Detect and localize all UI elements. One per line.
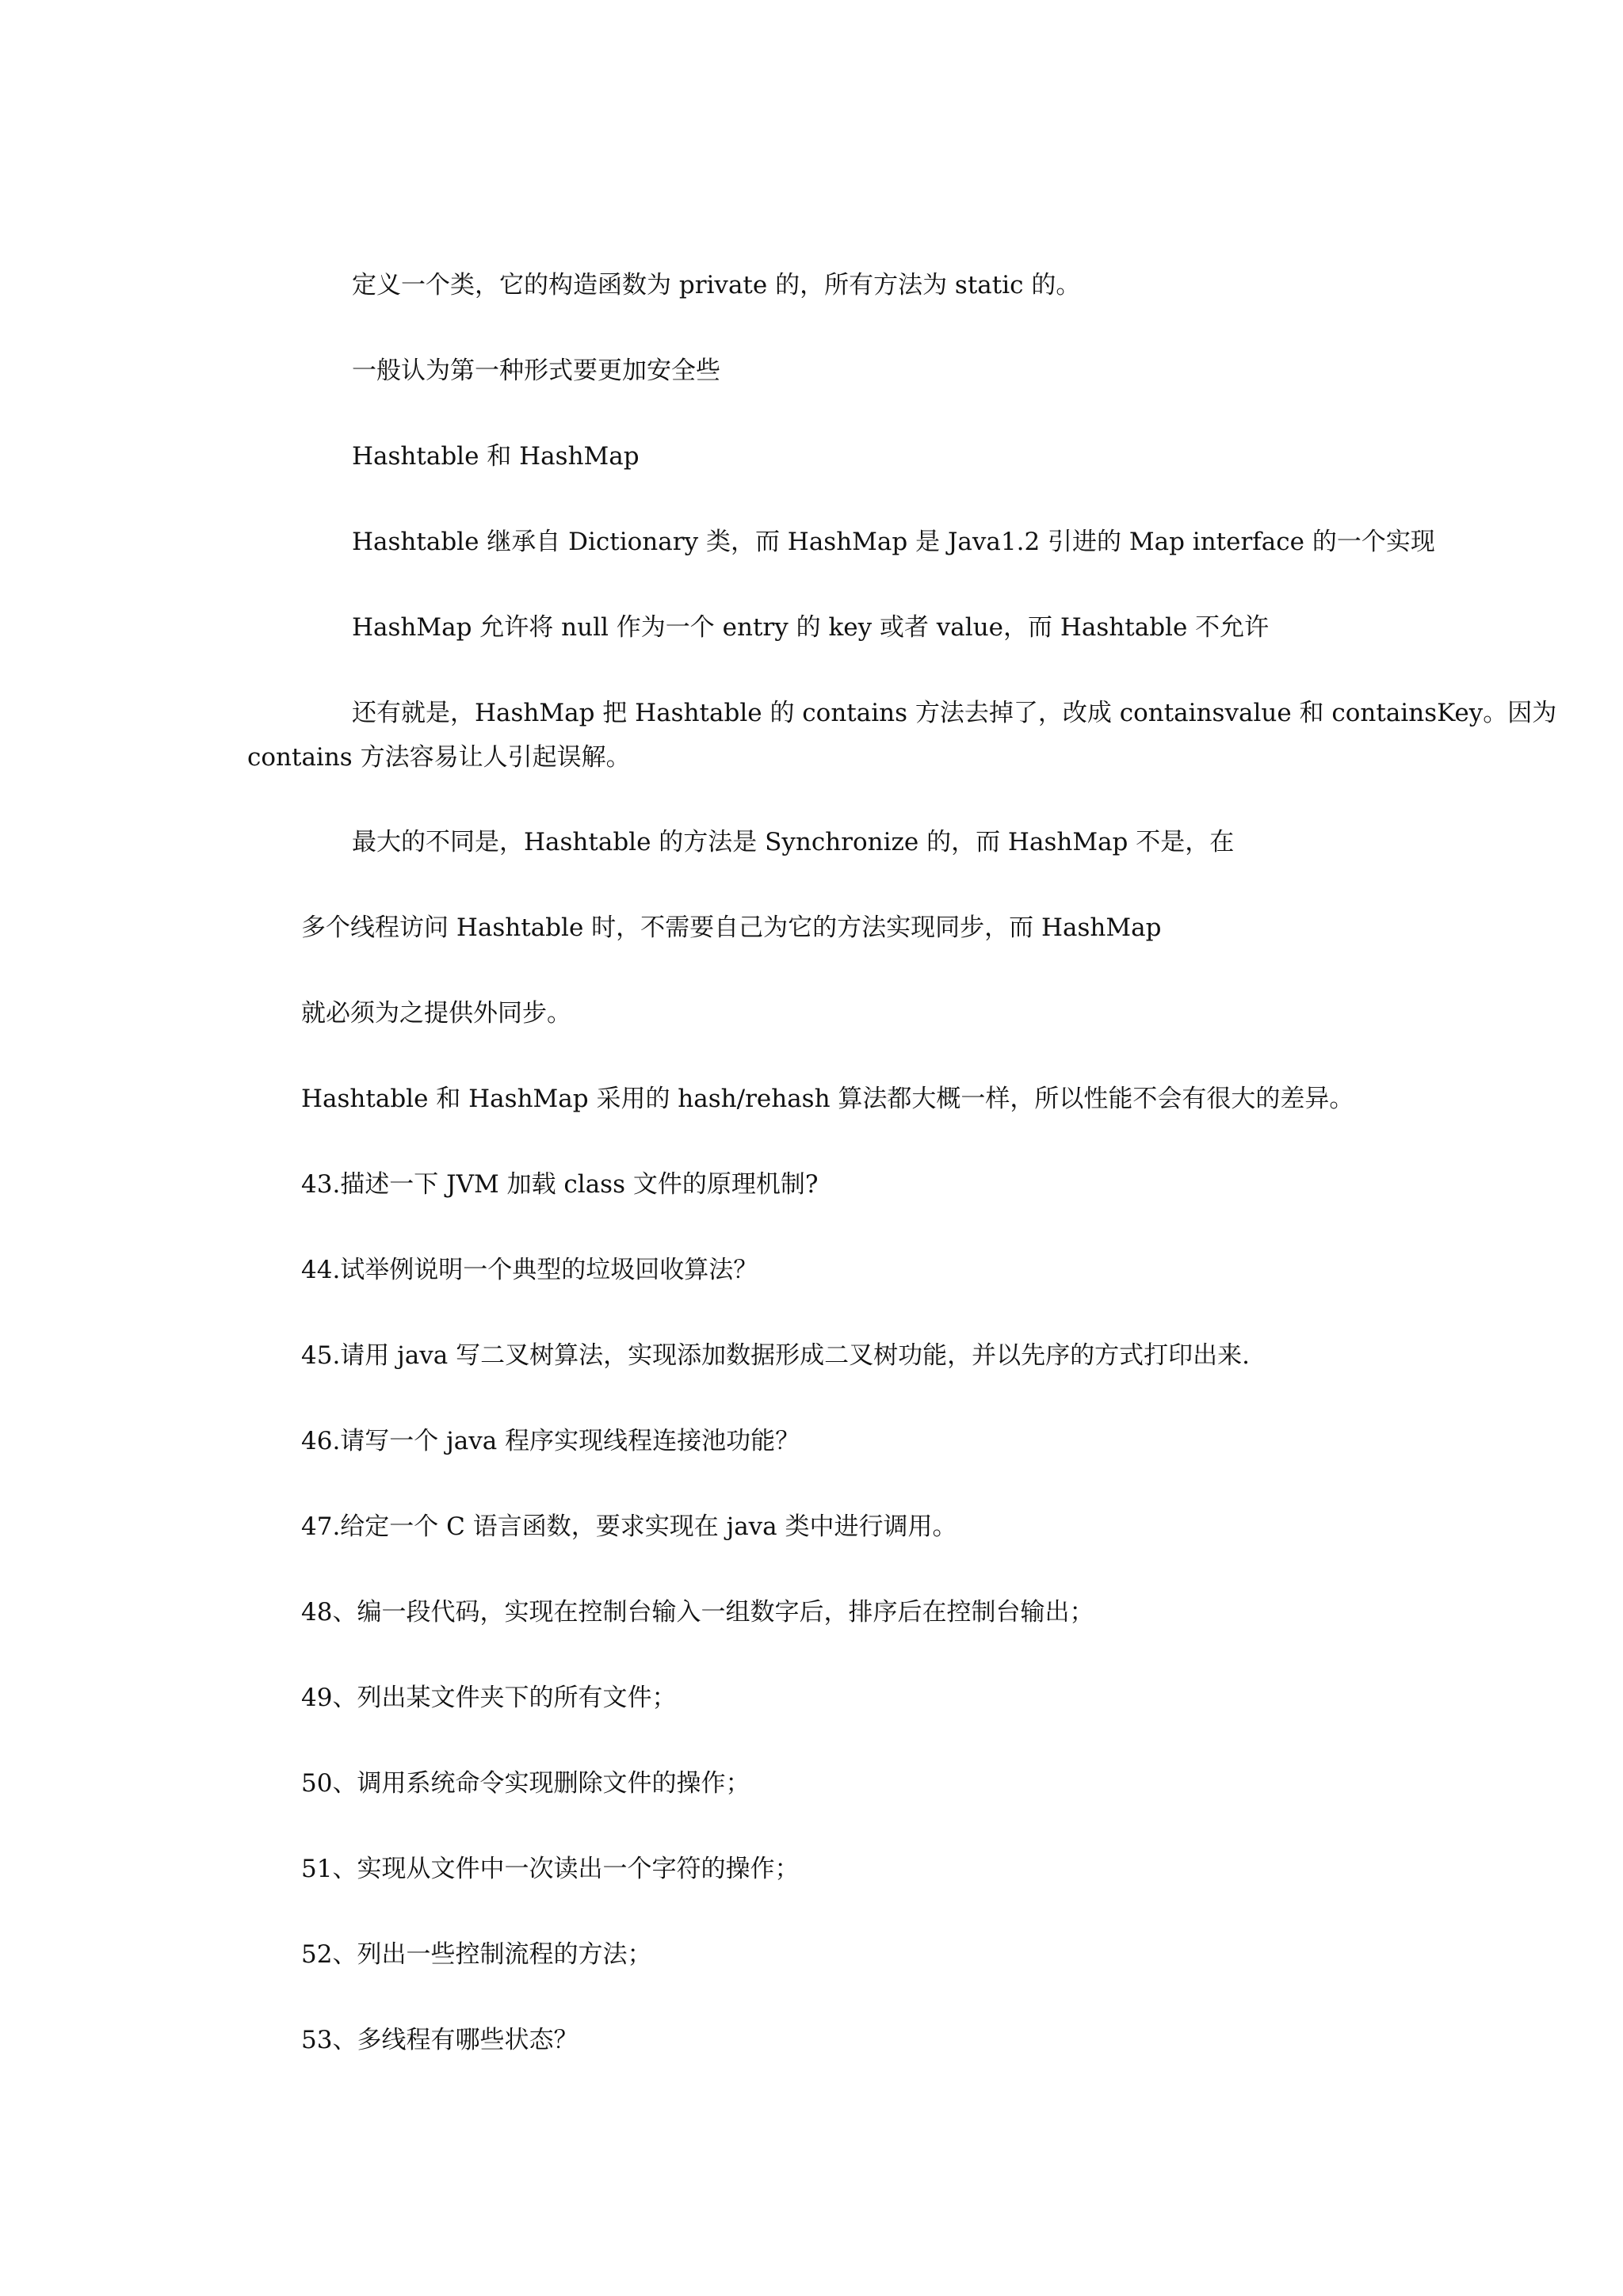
question-50: 50、调用系统命令实现删除文件的操作； — [301, 1769, 750, 1798]
text-line: 一般认为第一种形式要更加安全些 — [352, 357, 720, 385]
text-line: Hashtable 和 HashMap — [352, 442, 640, 471]
text-line: HashMap 允许将 null 作为一个 entry 的 key 或者 value，而 Hashtable 不允许 — [352, 613, 1270, 642]
question-53: 53、多线程有哪些状态？ — [301, 2026, 579, 2054]
question-46: 46.请写一个 java 程序实现线程连接池功能？ — [301, 1427, 800, 1455]
question-48: 48、编一段代码，实现在控制台输入一组数字后，排序后在控制台输出； — [301, 1598, 1094, 1627]
question-52: 52、列出一些控制流程的方法； — [301, 1940, 652, 1969]
question-49: 49、列出某文件夹下的所有文件； — [301, 1684, 677, 1712]
question-43: 43.描述一下 JVM 加载 class 文件的原理机制? — [301, 1170, 819, 1199]
text-line: 定义一个类，它的构造函数为 private 的，所有方法为 static 的。 — [352, 271, 1081, 299]
question-44: 44.试举例说明一个典型的垃圾回收算法？ — [301, 1256, 758, 1284]
text-line: Hashtable 继承自 Dictionary 类，而 HashMap 是 Java1.2 引进的 Map interface 的一个实现 — [352, 528, 1435, 556]
text-line: contains 方法容易让人引起误解。 — [247, 743, 631, 772]
question-47: 47.给定一个 C 语言函数，要求实现在 java 类中进行调用。 — [301, 1512, 957, 1541]
text-line: Hashtable 和 HashMap 采用的 hash/rehash 算法都大概一样，所以性能不会有很大的差异。 — [301, 1085, 1354, 1113]
text-line: 多个线程访问 Hashtable 时，不需要自己为它的方法实现同步，而 HashMap — [301, 913, 1162, 942]
text-line: 就必须为之提供外同步。 — [301, 999, 571, 1028]
text-line: 还有就是，HashMap 把 Hashtable 的 contains 方法去掉了，改成 containsvalue 和 containsKey。因为 — [352, 699, 1557, 727]
question-51: 51、实现从文件中一次读出一个字符的操作； — [301, 1855, 800, 1883]
question-45: 45.请用 java 写二叉树算法，实现添加数据形成二叉树功能，并以先序的方式打印出来. — [301, 1341, 1250, 1370]
text-line: 最大的不同是，Hashtable 的方法是 Synchronize 的，而 HashMap 不是，在 — [352, 828, 1235, 856]
